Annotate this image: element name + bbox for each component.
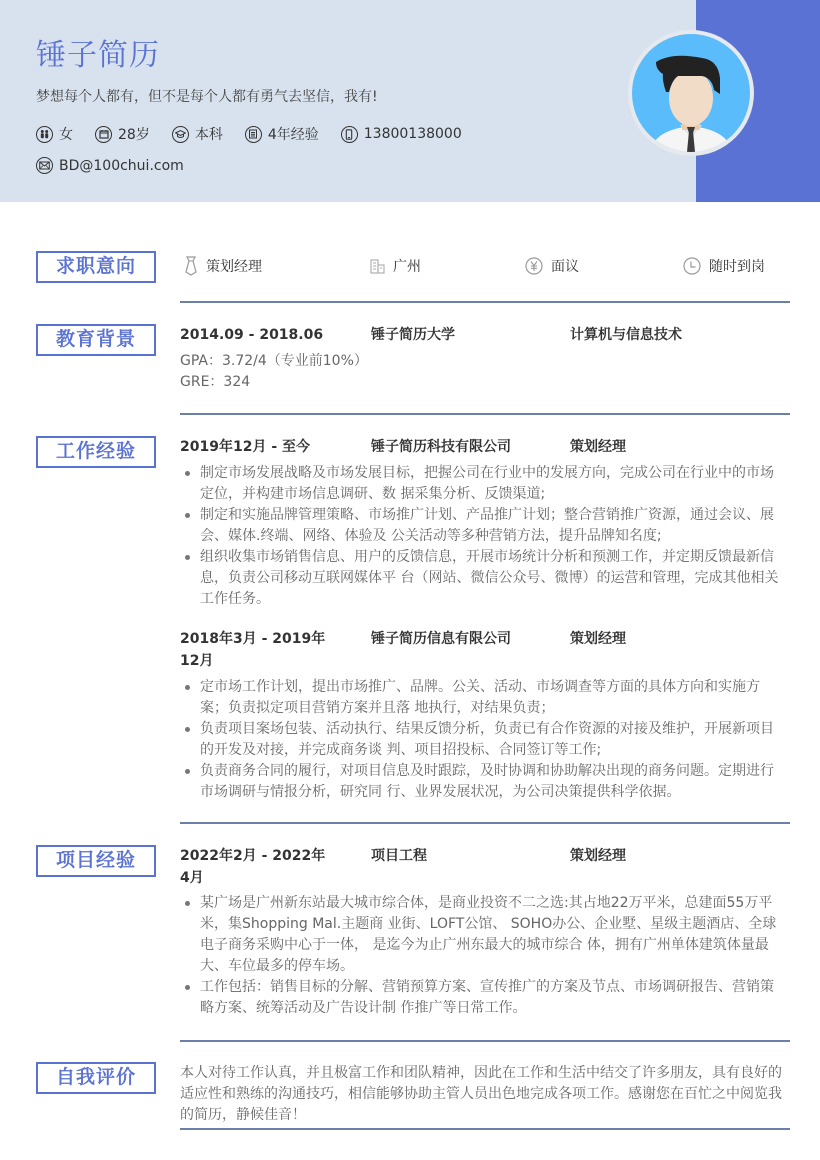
job-company: 锤子简历科技有限公司 <box>371 439 511 455</box>
info-age <box>95 124 150 144</box>
section-title-project: 项目经验 <box>36 845 156 877</box>
intent-salary: 面议 <box>525 256 579 276</box>
divider <box>180 1128 790 1130</box>
age-value: 28岁 <box>118 127 150 143</box>
section-title-work: 工作经验 <box>36 436 156 468</box>
info-experience <box>245 124 319 144</box>
list-item: 某广场是广州新东站最大城市综合体，是商业投资不二之选:其占地22万平米，总建面55万平米，集Shopping Mal.主题商 业街、LOFT公馆、 SOHO办公、企业墅、星级主题酒店、全球电子商务采购中心于一体， 是迄今为止广州东最大的城市综合 体，拥有广州单体建筑体量最大、车位最多的停车场。 <box>180 893 780 977</box>
yen-icon <box>525 257 543 275</box>
section-title-self-eval: 自我评价 <box>36 1062 156 1094</box>
intent-position: 策划经理 <box>184 256 262 276</box>
divider <box>180 413 790 415</box>
document-icon <box>245 126 262 143</box>
intent-availability: 随时到岗 <box>683 256 765 276</box>
list-item: 组织收集市场销售信息、用户的反馈信息，开展市场统计分析和预测工作，并定期反馈最新信息，负责公司移动互联网媒体平 台（网站、微信公众号、微博）的运营和管理，完成其他相关工作任务。 <box>180 547 780 610</box>
motto: 梦想每个人都有，但不是每个人都有勇气去坚信，我有! <box>36 89 378 105</box>
list-item: 定市场工作计划，提出市场推广、品牌。公关、活动、市场调查等方面的具体方向和实施方案；负责拟定项目营销方案并且落 地执行，对结果负责； <box>180 677 780 719</box>
job-role: 策划经理 <box>570 631 626 647</box>
job-role: 策划经理 <box>570 439 626 455</box>
resume-header <box>0 0 820 202</box>
avatar <box>628 30 754 156</box>
avatar-illustration <box>632 34 750 152</box>
divider <box>180 1040 790 1042</box>
email-row <box>36 157 206 174</box>
section-title-education: 教育背景 <box>36 324 156 356</box>
list-item: 制定市场发展战略及市场发展目标，把握公司在行业中的发展方向，完成公司在行业中的市场定位，并构建市场信息调研、数 据采集分析、反馈渠道; <box>180 463 780 505</box>
phone-icon <box>341 126 358 143</box>
mail-icon <box>36 157 53 174</box>
job-period: 2019年12月 - 至今 <box>180 439 311 455</box>
personal-info-row <box>36 124 484 144</box>
project-role: 策划经理 <box>570 848 626 864</box>
info-phone <box>341 126 462 143</box>
list-item: 负责项目案场包装、活动执行、结果反馈分析，负责已有合作资源的对接及维护，开展新项目的开发及对接，并完成商务谈 判、项目招投标、合同签订等工作; <box>180 719 780 761</box>
list-item: 工作包括：销售目标的分解、营销预算方案、宣传推广的方案及节点、市场调研报告、营销策略方案、统筹活动及广告设计制 作推广等日常工作。 <box>180 977 780 1019</box>
section-title-intent: 求职意向 <box>36 251 156 283</box>
info-email <box>36 157 184 174</box>
job-duties <box>180 463 780 610</box>
tie-icon <box>184 256 198 276</box>
building-icon <box>370 258 385 274</box>
project-details <box>180 893 780 1019</box>
info-gender <box>36 124 73 144</box>
phone-value[interactable]: 13800138000 <box>363 126 462 142</box>
divider <box>180 822 790 824</box>
job-company: 锤子简历信息有限公司 <box>371 631 511 647</box>
list-item: 制定和实施品牌管理策略、市场推广计划、产品推广计划；整合营销推广资源，通过会议、展会、媒体.终端、网络、体验及 公关活动等多种营销方法，提升品牌知名度; <box>180 505 780 547</box>
gender-value: 女 <box>59 127 73 143</box>
gender-icon <box>36 126 53 143</box>
intent-city: 广州 <box>370 256 421 276</box>
degree-value: 本科 <box>194 127 223 143</box>
job-duties <box>180 677 780 803</box>
project-period: 2022年2月 - 2022年4月 <box>180 848 326 886</box>
project-name: 项目工程 <box>371 848 427 864</box>
graduation-cap-icon <box>172 126 189 143</box>
resume-name: 锤子简历 <box>36 38 160 73</box>
email-value[interactable]: BD@100chui.com <box>59 157 184 174</box>
info-degree <box>172 124 223 144</box>
education-gre: GRE：324 <box>180 374 251 390</box>
education-period: 2014.09 - 2018.06 <box>180 327 324 343</box>
education-gpa: GPA：3.72/4（专业前10%） <box>180 353 368 369</box>
list-item: 负责商务合同的履行，对项目信息及时跟踪，及时协调和协助解决出现的商务问题。定期进行市场调研与情报分析，研究同 行、业界发展状况，为公司决策提供科学依据。 <box>180 761 780 803</box>
calendar-icon <box>95 126 112 143</box>
divider <box>180 301 790 303</box>
clock-icon <box>683 257 701 275</box>
job-period: 2018年3月 - 2019年12月 <box>180 631 326 669</box>
self-evaluation-text: 本人对待工作认真，并且极富工作和团队精神，因此在工作和生活中结交了许多朋友，具有良好的适应性和熟练的沟通技巧，相信能够协助主管人员出色地完成各项工作。感谢您在百忙之中阅览我的简历，静候佳音！ <box>180 1065 782 1123</box>
experience-value: 4年经验 <box>267 127 319 143</box>
education-major: 计算机与信息技术 <box>570 327 682 343</box>
education-school: 锤子简历大学 <box>371 327 455 343</box>
